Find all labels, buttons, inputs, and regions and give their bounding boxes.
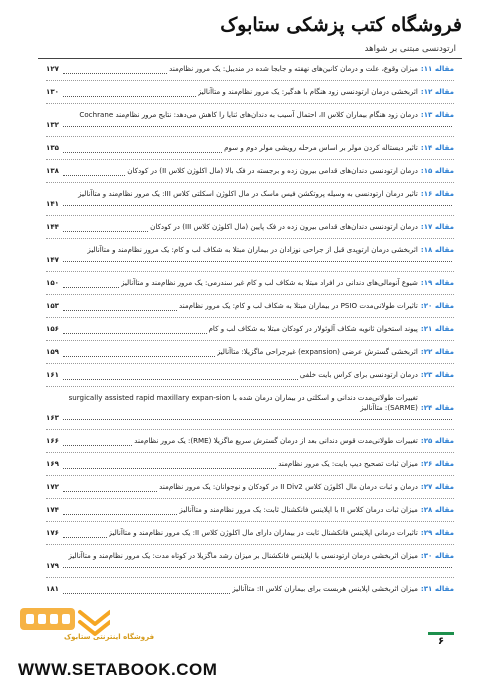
toc-article-label: مقاله ۱۴: [420,143,454,152]
toc-entry-continuation [46,561,454,571]
toc-dot-leader [63,255,452,262]
toc-entry-continuation [46,255,454,265]
toc-article-label: مقاله ۳۰: [420,551,454,560]
toc-dot-leader [63,587,230,594]
toc-entry-line [46,584,454,594]
toc-dot-leader [63,413,452,420]
page-header [38,14,462,64]
toc-dot-leader [63,90,196,97]
toc-entry-continuation [46,199,454,209]
toc-article-title: میزان وقوع، علت و درمان کانین‌های نهفته و جابجا شده در مندیبل: یک مرور نظام‌مند [169,64,418,73]
toc-dot-leader [63,146,222,153]
toc-separator [46,498,454,499]
toc-dot-leader [63,327,207,334]
toc-separator [46,577,454,578]
toc-entry [46,87,454,97]
toc-entry-line [46,301,454,311]
toc-entry-line [46,143,454,153]
toc-entry-line [46,166,454,176]
toc-article-title: تاثیر درمان ارتودنسی به وسیله پروتکشن فیس ماسک در مال اکلوژن اسکلتی کلاس III: یک مرور نظام‌مند و متاآنالیز [78,189,418,198]
toc-dot-leader [63,508,177,515]
toc-separator [46,136,454,137]
toc-separator [46,429,454,430]
toc-separator [46,317,454,318]
toc-page-number: ۱۷۴ [46,505,59,514]
toc-article-label: مقاله ۲۸: [420,505,454,514]
toc-article-title: تاثیر دیستاله کردن مولر بر اساس مرحله رویشی مولر دوم و سوم [224,143,418,152]
toc-separator [46,80,454,81]
toc-article-label: مقاله ۱۶: [420,189,454,198]
toc-article-label: مقاله ۱۸: [420,245,454,254]
toc-article-title: میزان اثربخشی اپلاینس هربست برای بیماران کلاس II: متاآنالیز [232,584,418,593]
toc-article-label: مقاله ۲۳: [420,370,454,379]
toc-entry [46,189,454,209]
toc-dot-leader [63,169,125,176]
toc-dot-leader [63,373,298,380]
toc-dot-leader [63,120,452,127]
toc-page-number: ۱۴۴ [46,222,59,231]
toc-dot-leader [63,485,157,492]
toc-entry [46,505,454,515]
toc-entry-line [46,370,454,380]
toc-article-label: مقاله ۲۴: [420,403,454,412]
toc-article-title: درمان زود هنگام بیماران کلاس II، احتمال آسیب به دندان‌های ثنایا را کاهش می‌دهد: نتایج مرور نظام‌مند Cochrane [79,110,418,119]
watermark-brand-text: فروشگاه اینترنتی ستابوک [64,633,155,641]
toc-article-label: مقاله ۱۱: [420,64,454,73]
toc-dot-leader [63,199,452,206]
toc-separator [46,182,454,183]
toc-entry-line [46,245,454,255]
toc-separator [46,238,454,239]
toc-page-number: ۱۴۱ [46,199,59,208]
toc-dot-leader [63,225,148,232]
toc-separator [46,215,454,216]
toc-article-title: میزان اثربخشی درمان ارتودنسی با اپلاینس فانکشنال بر میزان رشد ماگزیلا در کوتاه مدت: یک مرور نظام‌مند و متاآنالیز [68,551,418,560]
toc-article-label: مقاله ۲۹: [420,528,454,537]
toc-entry [46,245,454,265]
book-subtitle: ارتودنسی مبتنی بر شواهد [364,44,456,54]
toc-entry [46,370,454,380]
toc-dot-leader [63,439,132,446]
toc-entry-line [46,436,454,446]
toc-entry [46,324,454,334]
toc-separator [46,103,454,104]
toc-article-title: اثربخشی درمان ارتودنسی زود هنگام با هدگیر: یک مرور نظام‌مند و متاآنالیز [197,87,418,96]
toc-article-title: تغییرات طولانی‌مدت دندانی و اسکلتی در بیماران درمان شده با surgically assisted rapid maxillary expan-sion (SARME): متاآنالیز [68,393,418,412]
toc-entry [46,143,454,153]
toc-page-number: ۱۴۷ [46,255,59,264]
toc-article-title: میزان ثبات تصحیح دیپ بایت: یک مرور نظام‌مند [278,459,418,468]
toc-page-number: ۱۸۱ [46,584,59,593]
store-title: فروشگاه کتب پزشکی ستابوک [220,14,462,36]
toc-dot-leader [63,304,177,311]
toc-page-number: ۱۶۹ [46,459,59,468]
page-number: ۶ [437,636,445,647]
toc-page-number: ۱۵۰ [46,278,59,287]
toc-entry-continuation [46,413,454,423]
toc-article-title: میزان ثبات درمان کلاس II با اپلاینس فانکشنال ثابت: یک مرور نظام‌مند و متاآنالیز [179,505,418,514]
toc-page-number: ۱۵۳ [46,301,59,310]
toc-entry [46,347,454,357]
toc-entry [46,528,454,538]
toc-dot-leader [63,531,107,538]
toc-page-number: ۱۲۷ [46,64,59,73]
toc-separator [46,386,454,387]
toc-article-title: اثربخشی گسترش عرضی (expansion) غیرجراحی ماگزیلا: متاآنالیز [216,347,418,356]
toc-entry-line [46,482,454,492]
toc-entry-line [46,459,454,469]
toc-entry [46,301,454,311]
toc-article-title: تاثیرات درمانی اپلاینس فانکشنال ثابت در بیماران دارای مال اکلوژن کلاس II: یک مرور نظام‌مند و متاآنالیز [108,528,418,537]
header-divider [38,58,462,59]
toc-entry [46,436,454,446]
toc-entry-continuation [46,120,454,130]
toc-entry-line [46,324,454,334]
toc-separator [46,159,454,160]
toc-article-label: مقاله ۲۲: [420,347,454,356]
toc-page-number: ۱۷۹ [46,561,59,570]
toc-separator [46,271,454,272]
toc-article-title: شیوع آنومالی‌های دندانی در افراد مبتلا به شکاف لب و کام غیر سندرمی: یک مرور نظام‌مند و متاآنالیز [120,278,418,287]
toc-entry-line [46,528,454,538]
toc-dot-leader [63,350,215,357]
toc-article-label: مقاله ۲۶: [420,459,454,468]
toc-separator [46,294,454,295]
page-number-accent [428,632,454,635]
toc-entry [46,166,454,176]
toc-page-number: ۱۷۶ [46,528,59,537]
toc-separator [46,475,454,476]
toc-dot-leader [63,462,276,469]
toc-entry-line [46,222,454,232]
toc-article-title: درمان ارتودنسی دندان‌های قدامی بیرون زده در فک پایین (مال اکلوژن کلاس III) در کودکان [150,222,418,231]
toc-page-number: ۱۶۶ [46,436,59,445]
toc-page-number: ۱۵۹ [46,347,59,356]
toc-page-number: ۱۳۸ [46,166,59,175]
toc-separator [46,363,454,364]
table-of-contents [46,64,454,638]
toc-separator [46,521,454,522]
toc-article-label: مقاله ۲۵: [420,436,454,445]
toc-entry-line [46,278,454,288]
toc-article-title: پیوند استخوان ثانویه شکاف آلوئولار در کودکان مبتلا به شکاف لب و کام [208,324,418,333]
toc-page-number: ۱۶۳ [46,413,59,422]
toc-article-label: مقاله ۲۷: [420,482,454,491]
toc-article-label: مقاله ۳۱: [420,584,454,593]
toc-article-label: مقاله ۱۲: [420,87,454,96]
toc-entry-line [46,505,454,515]
toc-article-label: مقاله ۱۵: [420,166,454,175]
toc-dot-leader [63,67,167,74]
toc-separator [46,452,454,453]
toc-article-label: مقاله ۱۳: [420,110,454,119]
toc-entry [46,222,454,232]
toc-article-label: مقاله ۱۹: [420,278,454,287]
toc-entry-line [46,551,454,561]
toc-entry-line [46,110,454,120]
toc-entry [46,110,454,130]
footer-site-url: WWW.SETABOOK.COM [18,660,218,679]
toc-entry-line [46,393,454,413]
toc-page-number: ۱۳۲ [46,120,59,129]
toc-page-number: ۱۶۱ [46,370,59,379]
toc-entry [46,584,454,594]
toc-entry [46,64,454,74]
toc-article-label: مقاله ۲۰: [420,301,454,310]
toc-entry-line [46,64,454,74]
toc-separator [46,340,454,341]
toc-entry-line [46,347,454,357]
toc-article-label: مقاله ۱۷: [420,222,454,231]
toc-page-number: ۱۳۰ [46,87,59,96]
toc-dot-leader [63,561,452,568]
toc-dot-leader [63,281,119,288]
toc-entry [46,278,454,288]
toc-entry [46,393,454,423]
toc-entry [46,551,454,571]
toc-entry-line [46,87,454,97]
toc-page-number: ۱۷۲ [46,482,59,491]
toc-article-title: درمان ارتودنسی دندان‌های قدامی بیرون زده و برجسته در فک بالا (مال اکلوژن کلاس II) در کودکان [127,166,418,175]
toc-article-label: مقاله ۲۱: [420,324,454,333]
toc-article-title: درمان ارتودنسی برای کراس بایت خلفی [299,370,418,379]
toc-entry [46,482,454,492]
toc-article-title: درمان و ثبات درمان مال اکلوژن کلاس II Div2 در کودکان و نوجوانان: یک مرور نظام‌مند [159,482,418,491]
toc-separator [46,544,454,545]
toc-page-number: ۱۳۵ [46,143,59,152]
toc-article-title: اثربخشی درمان ارتوپدی قبل از جراحی نوزادان در بیماران مبتلا به شکاف لب و کام: یک مرور نظام‌مند و متاآنالیز [87,245,418,254]
toc-page-number: ۱۵۶ [46,324,59,333]
toc-entry [46,459,454,469]
toc-article-title: تاثیرات طولانی‌مدت PSIO در بیماران مبتلا به شکاف لب و کام: یک مرور نظام‌مند [179,301,418,310]
toc-article-title: تغییرات طولانی‌مدت قوس دندانی بعد از درمان گسترش سریع ماگزیلا (RME): یک مرور نظام‌مند [134,436,418,445]
toc-entry-line [46,189,454,199]
